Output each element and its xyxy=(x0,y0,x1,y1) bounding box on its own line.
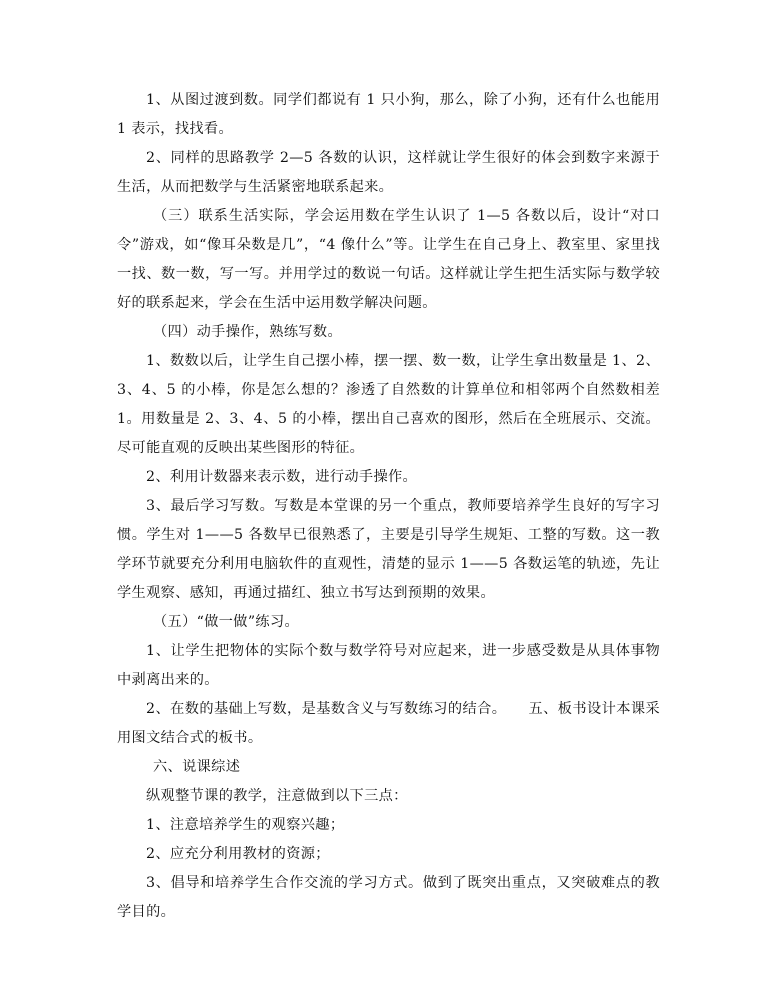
paragraph-5: 1、数数以后，让学生自己摆小棒，摆一摆、数一数，让学生拿出数量是 1、2、3、4、5 的小棒，你是怎么想的？渗透了自然数的计算单位和相邻两个自然数相差 1。用数量是 2、3、4、5 的小棒，摆出自己喜欢的图形，然后在全班展示、交流。尽可能直观的反映出某些图形的特征。 xyxy=(117,353,660,456)
paragraph-13: 1、注意培养学生的观察兴趣； xyxy=(146,817,345,833)
paragraph-2: 2、同样的思路教学 2—5 各数的认识，这样就让学生很好的体会到数字来源于生活，从而把数学与生活紧密地联系起来。 xyxy=(117,150,660,195)
paragraph-4: （四）动手操作，熟练写数。 xyxy=(153,324,342,340)
paragraph-12: 纵观整节课的教学，注意做到以下三点： xyxy=(146,788,408,804)
paragraph-1: 1、从图过渡到数。同学们都说有 1 只小狗，那么，除了小狗，还有什么也能用 1 表示，找找看。 xyxy=(117,92,660,137)
paragraph-3: （三）联系生活实际，学会运用数在学生认识了 1—5 各数以后，设计“对口令”游戏，如“像耳朵数是几”，“4 像什么”等。让学生在自己身上、教室里、家里找一找、数一数，写一写。并用学过的数说一句话。这样就让学生把生活实际与数学较好的联系起来，学会在生活中运用数学解决问题。 xyxy=(117,208,660,311)
paragraph-8: （五）“做一做”练习。 xyxy=(153,614,300,630)
paragraph-15: 3、倡导和培养学生合作交流的学习方式。做到了既突出重点，又突破难点的教学目的。 xyxy=(117,875,660,920)
paragraph-9: 1、让学生把物体的实际个数与数学符号对应起来，进一步感受数是从具体事物中剥离出来的。 xyxy=(117,643,660,688)
paragraph-6: 2、利用计数器来表示数，进行动手操作。 xyxy=(146,469,418,485)
section-heading-summary: 六、说课综述 xyxy=(153,759,241,775)
paragraph-7: 3、最后学习写数。写数是本堂课的另一个重点，教师要培养学生良好的写字习惯。学生对 1——5 各数早已很熟悉了，主要是引导学生规矩、工整的写数。这一教学环节就要充分利用电脑软件的直观性，清楚的显示 1——5 各数运笔的轨迹，先让学生观察、感知，再通过描红、独立书写达到预期的效果。 xyxy=(117,498,660,601)
paragraph-14: 2、应充分利用教材的资源； xyxy=(146,846,330,862)
paragraph-10: 2、在数的基础上写数，是基数含义与写数练习的结合。 五、板书设计本课采用图文结合式的板书。 xyxy=(117,701,660,746)
